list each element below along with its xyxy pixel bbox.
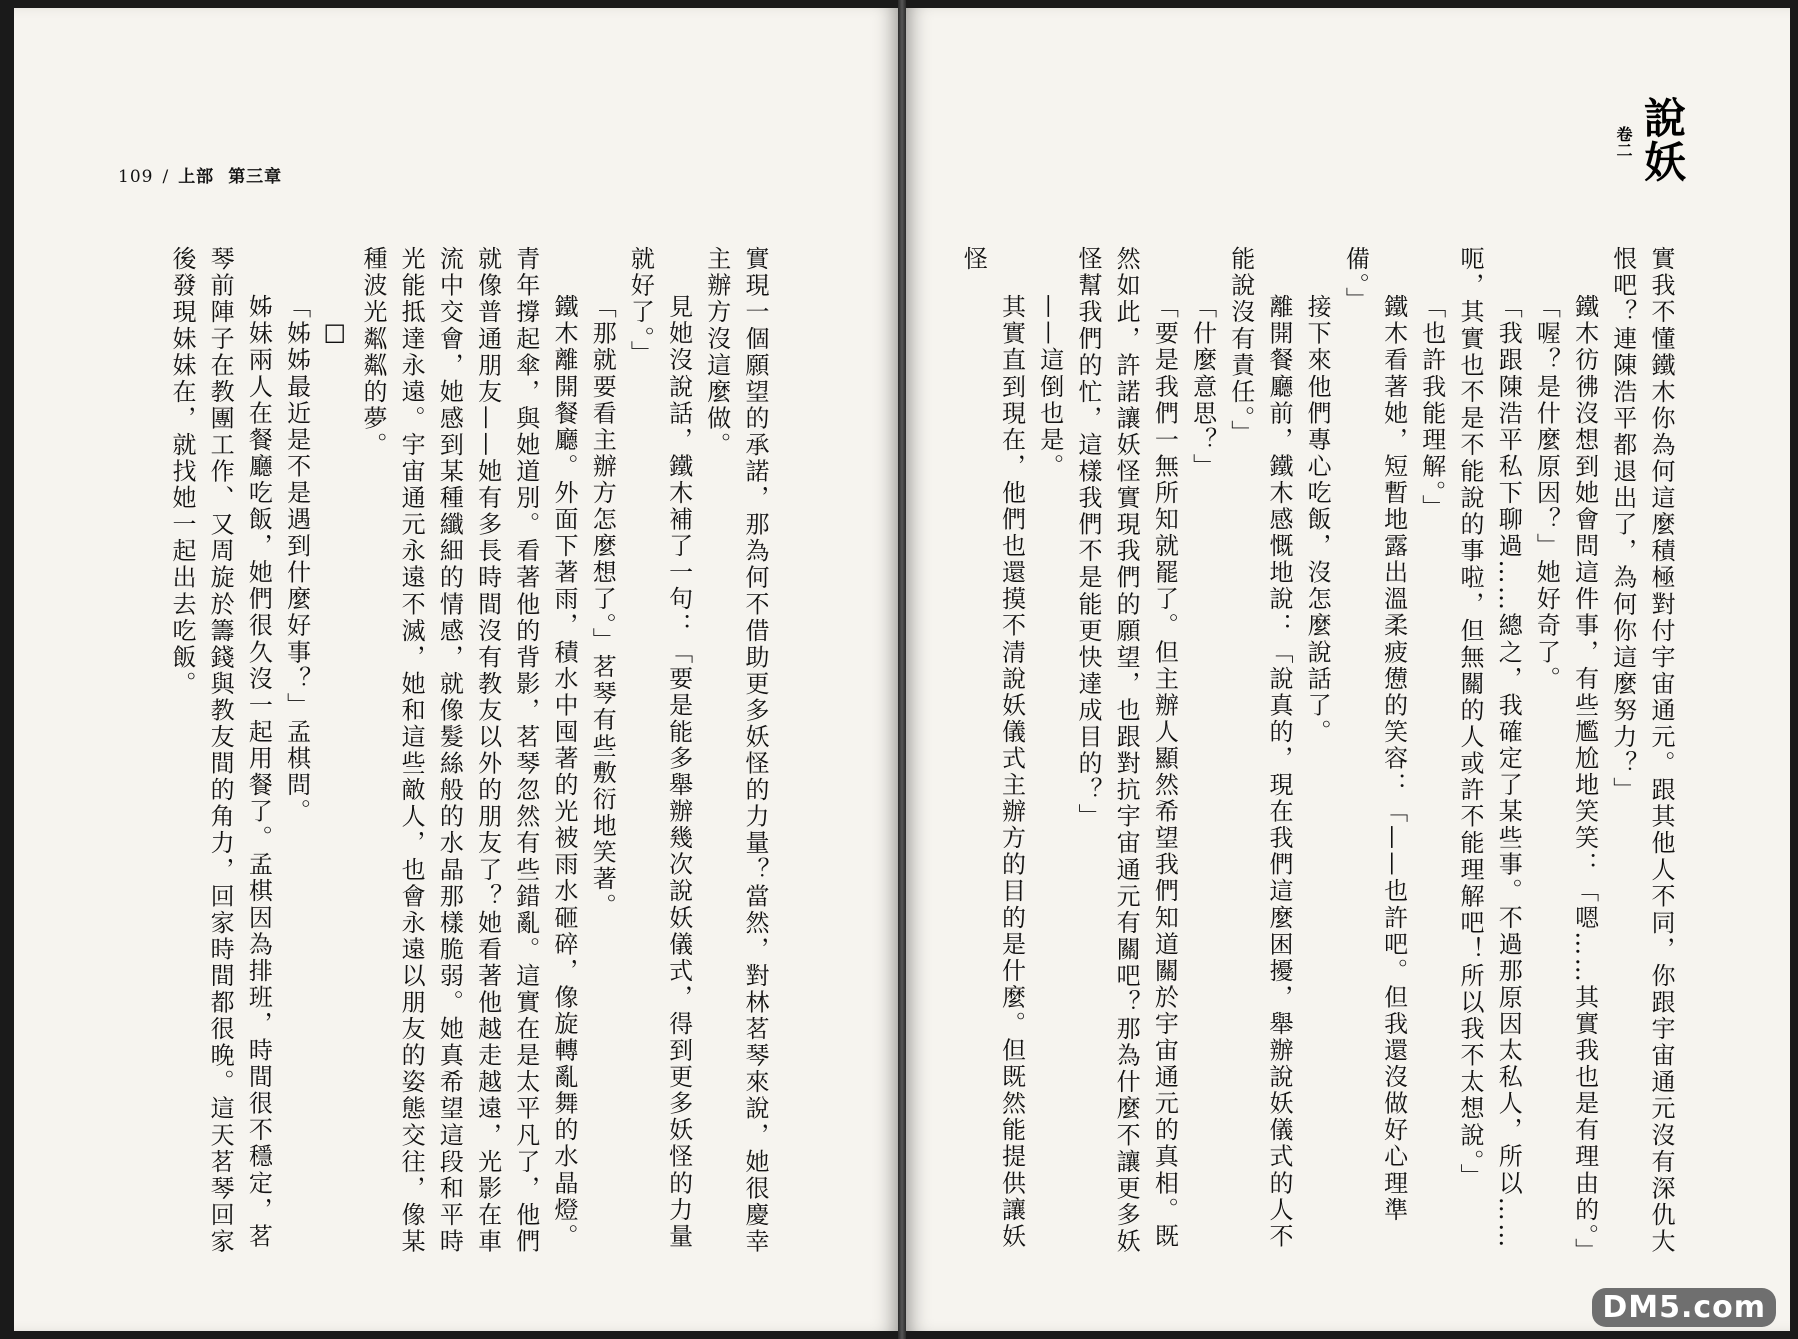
left-page-text — [167, 246, 774, 1276]
paragraph: 「我跟陳浩平私下聊過……總之，我確定了某些事。不過那原因太私人，所以……呃，其實也不是不能說的事啦，但無關的人或許不能理解吧！所以我不太想說。」 — [1455, 246, 1523, 1250]
paragraph: 接下來他們專心吃飯，沒怎麼說話了。 — [1303, 294, 1332, 746]
section-break: □ — [320, 318, 349, 349]
paragraph: 其實直到現在，他們也還摸不清說妖儀式主辦方的目的是什麼。但既然能提供讓妖怪 — [959, 246, 1026, 1250]
paragraph: 「什麼意思？」 — [1188, 294, 1217, 480]
paragraph: 姊妹兩人在餐廳吃飯，她們很久沒一起用餐了。孟棋因為排班，時間很不穩定，茗琴前陣子在教團工作、又周旋於籌錢與教友間的角力，回家時間都很晚。這天茗琴回家後發現妹妹在，就找她一起出去吃飯。 — [167, 246, 273, 1255]
volume-label: 卷二 — [1614, 126, 1633, 158]
paragraph: 見她沒說話，鐵木補了一句：「要是能多舉辦幾次說妖儀式，得到更多妖怪的力量就好了。」 — [626, 246, 693, 1250]
right-page-text — [952, 246, 1680, 1276]
book-logo — [1612, 96, 1722, 246]
paragraph: 實我不懂鐵木你為何這麼積極對付宇宙通元。跟其他人不同，你跟宇宙通元沒有深仇大恨吧？連陳浩平都退出了，為何你這麼努力？」 — [1608, 246, 1675, 1255]
paragraph: 離開餐廳前，鐵木感慨地說：「說真的，現在我們這麼困擾，舉辦說妖儀式的人不能說沒有責任。」 — [1226, 246, 1293, 1250]
book-spine — [898, 0, 906, 1339]
paragraph: 鐵木離開餐廳。外面下著雨，積水中囤著的光被雨水砸碎，像旋轉亂舞的水晶燈。青年撐起傘，與她道別。看著他的背影，茗琴忽然有些錯亂。這實在是太平凡了，他們就像普通朋友——她有多長時間沒有教友以外的朋友了？她看著他越走越遠，光影在車流中交會，她感到某種纖細的情感，就像髮絲般的水晶那樣脆弱。她真希望這段和平時光能抵達永遠。宇宙通元永遠不滅，她和這些敵人，也會永遠以朋友的姿態交往，像某種波光粼粼的夢。 — [358, 246, 578, 1255]
logo-title: 說妖 — [1638, 96, 1687, 184]
paragraph: 「喔？是什麼原因？」她好奇了。 — [1532, 294, 1561, 693]
paragraph: ——這倒也是。 — [1035, 294, 1064, 480]
part-label: 上部 — [178, 167, 215, 187]
paragraph: 「要是我們一無所知就罷了。但主辦人顯然希望我們知道關於宇宙通元的真相。既然如此，許諾讓妖怪實現我們的願望，也跟對抗宇宙通元有關吧？那為什麼不讓更多妖怪幫我們的忙，這樣我們不是能更快達成目的？」 — [1073, 246, 1179, 1255]
paragraph: 「姊姊最近是不是遇到什麼好事？」孟棋問。 — [282, 294, 311, 825]
header-separator: / — [162, 167, 170, 187]
page-header — [118, 162, 282, 187]
page-number: 109 — [118, 167, 154, 187]
site-watermark: DM5.com — [1592, 1288, 1776, 1327]
paragraph: 鐵木看著她，短暫地露出溫柔疲憊的笑容：「——也許吧。但我還沒做好心理準備。」 — [1341, 246, 1408, 1224]
paragraph: 鐵木彷彿沒想到她會問這件事，有些尷尬地笑笑：「嗯……其實我也是有理由的。」 — [1570, 294, 1599, 1265]
paragraph: 「也許我能理解。」 — [1417, 294, 1446, 521]
paragraph: 實現一個願望的承諾，那為何不借助更多妖怪的力量？當然，對林茗琴來說，她很慶幸主辦方沒這麼做。 — [702, 246, 769, 1255]
paragraph: 「那就要看主辦方怎麼想了。」茗琴有些敷衍地笑著。 — [588, 294, 617, 920]
chapter-label: 第三章 — [228, 167, 283, 187]
